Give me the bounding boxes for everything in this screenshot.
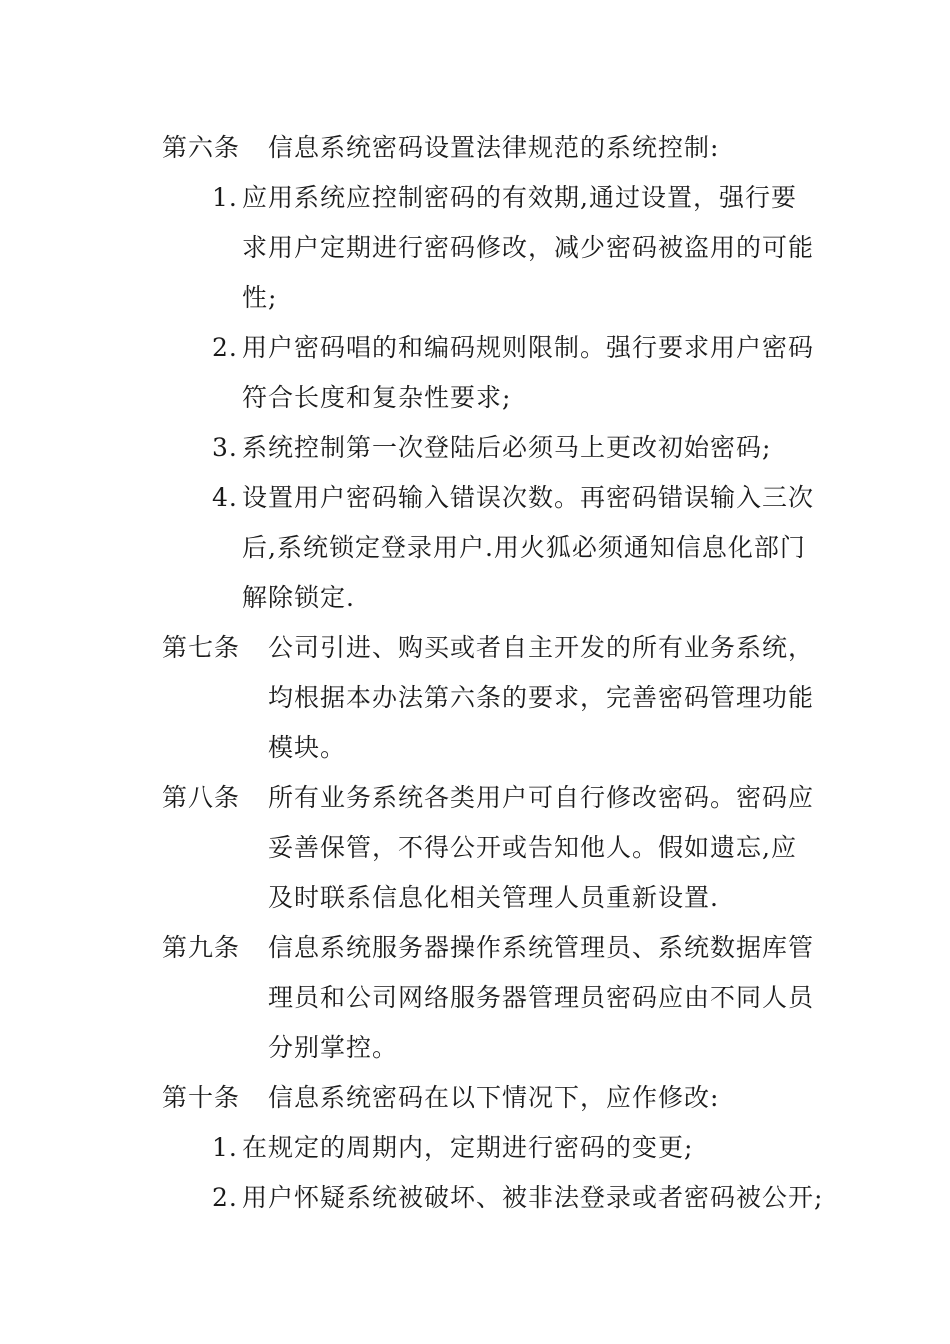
article-number: 第十条 — [162, 1083, 241, 1112]
article-text: 所有业务系统各类用户可自行修改密码。密码应 — [268, 783, 815, 812]
article-text: 妥善保管，不得公开或告知他人。假如遗忘,应 — [268, 833, 797, 862]
item-text: 解除锁定. — [242, 583, 355, 612]
article-text: 均根据本办法第六条的要求，完善密码管理功能 — [268, 683, 815, 712]
article-number: 第七条 — [162, 633, 241, 662]
item-text: 应用系统应控制密码的有效期,通过设置，强行要 — [242, 183, 797, 212]
item-text: 后,系统锁定登录用户.用火狐必须通知信息化部门 — [242, 533, 806, 562]
article-text: 模块。 — [268, 733, 347, 762]
item-text: 符合长度和复杂性要求; — [242, 383, 512, 412]
item-number: 1. — [212, 183, 238, 212]
article-text: 理员和公司网络服务器管理员密码应由不同人员 — [268, 983, 815, 1012]
item-text: 求用户定期进行密码修改，减少密码被盗用的可能 — [242, 233, 815, 262]
article-text: 公司引进、购买或者自主开发的所有业务系统， — [268, 633, 815, 662]
item-text: 设置用户密码输入错误次数。再密码错误输入三次 — [242, 483, 815, 512]
item-number: 4. — [212, 483, 238, 512]
article-title: 信息系统密码在以下情况下，应作修改: — [268, 1083, 720, 1112]
article-text: 信息系统服务器操作系统管理员、系统数据库管 — [268, 933, 815, 962]
article-number: 第六条 — [162, 133, 241, 162]
item-number: 2. — [212, 1183, 238, 1212]
article-number: 第八条 — [162, 783, 241, 812]
item-number: 3. — [212, 433, 238, 462]
item-text: 性; — [242, 283, 278, 312]
item-text: 在规定的周期内，定期进行密码的变更; — [242, 1133, 694, 1162]
article-text: 分别掌控。 — [268, 1033, 399, 1062]
article-title: 信息系统密码设置法律规范的系统控制: — [268, 133, 720, 162]
item-number: 2. — [212, 333, 238, 362]
article-text: 及时联系信息化相关管理人员重新设置. — [268, 883, 719, 912]
article-number: 第九条 — [162, 933, 241, 962]
item-text: 系统控制第一次登陆后必须马上更改初始密码; — [242, 433, 772, 462]
item-text: 用户怀疑系统被破坏、被非法登录或者密码被公开; — [242, 1183, 824, 1212]
item-number: 1. — [212, 1133, 238, 1162]
item-text: 用户密码唱的和编码规则限制。强行要求用户密码 — [242, 333, 815, 362]
